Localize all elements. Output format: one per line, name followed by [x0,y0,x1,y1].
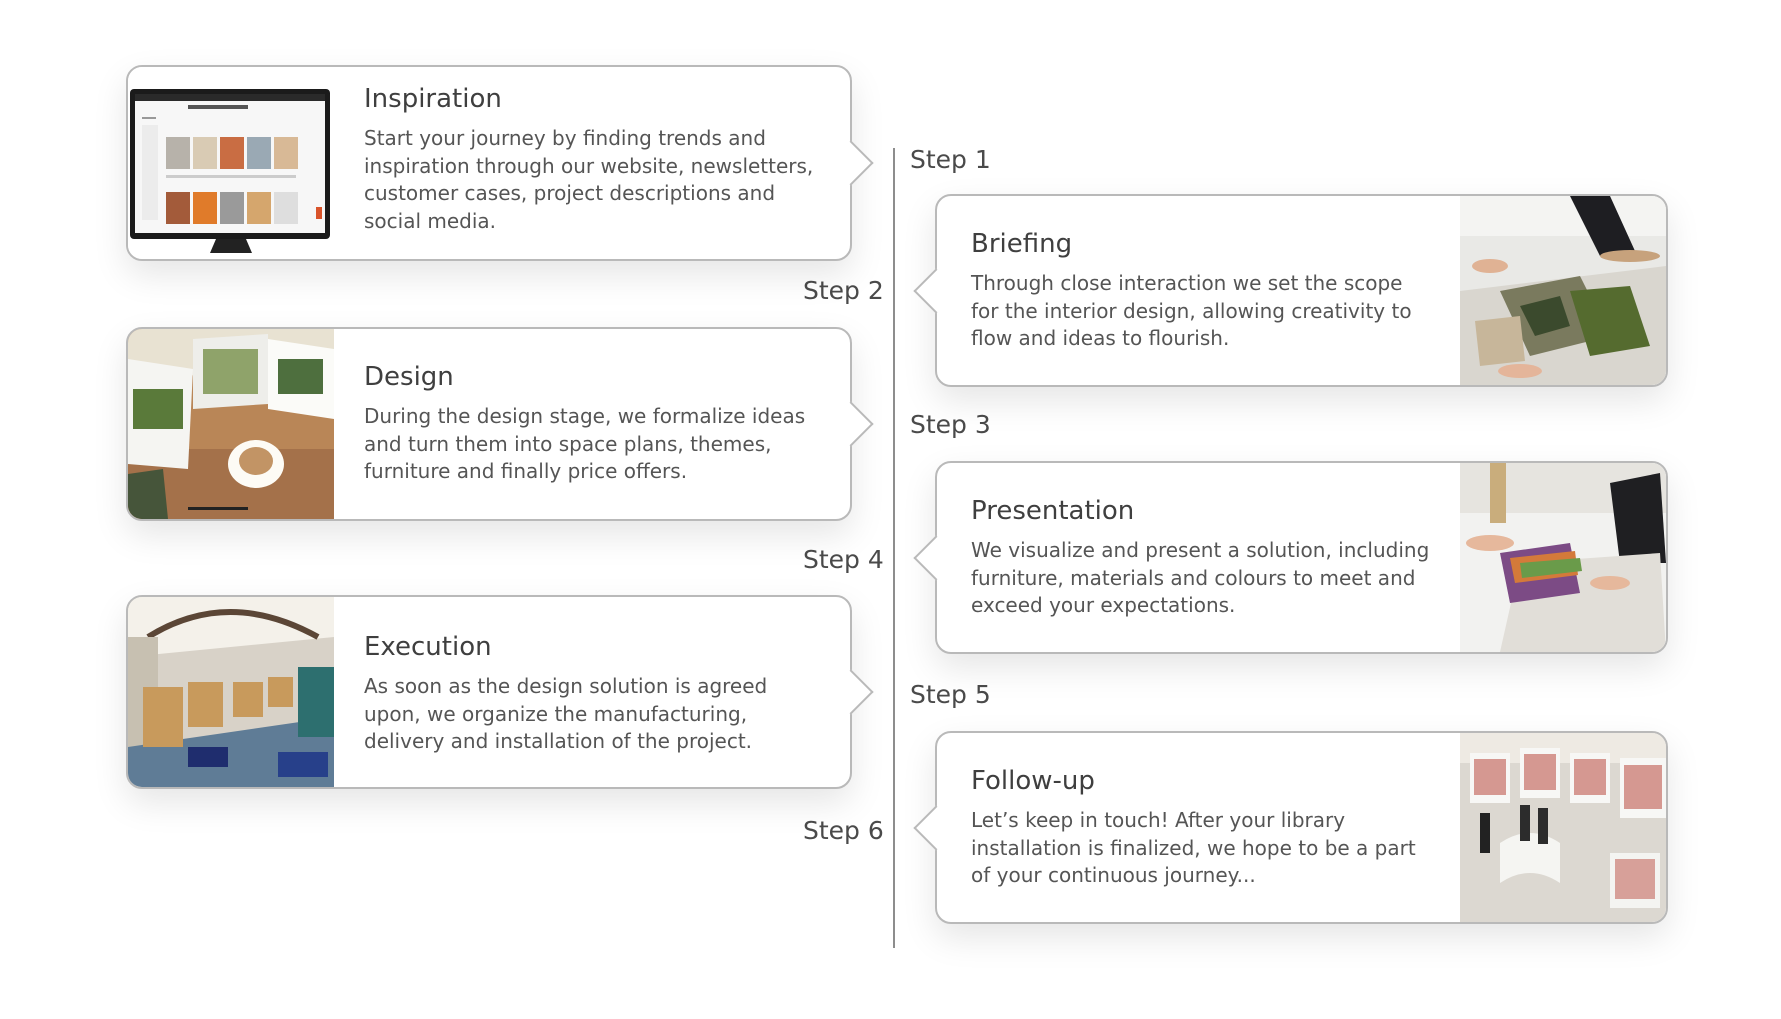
step-2-label: Step 2 [803,276,884,305]
execution-card [126,595,852,789]
followup-card [935,731,1668,924]
briefing-photo [1460,196,1666,385]
presentation-card-pointer [913,535,958,580]
presentation-card [935,461,1668,654]
briefing-description: Through close interaction we set the scope for the interior design, allowing creativity to flow and ideas to flourish. [971,271,1412,350]
briefing-card-pointer [913,268,958,313]
execution-description: As soon as the design solution is agreed upon, we organize the manufacturing, delivery and installation of the project. [364,674,768,753]
step-1-label: Step 1 [910,145,991,174]
design-card-text [364,329,826,519]
followup-description: Let’s keep in touch! After your library installation is finalized, we hope to be a part of your continuous journey... [971,808,1416,887]
presentation-description: We visualize and present a solution, including furniture, materials and colours to meet and exceed your expectations. [971,538,1430,617]
execution-title: Execution [364,632,492,662]
execution-card-text [364,597,826,787]
followup-library-photo [1460,733,1666,922]
design-description: During the design stage, we formalize ideas and turn them into space plans, themes, furniture and finally price offers. [364,404,806,483]
briefing-card [935,194,1668,387]
step-6-label: Step 6 [803,816,884,845]
inspiration-card-text [364,67,826,259]
inspiration-title: Inspiration [364,84,502,114]
timeline-line [893,148,895,948]
followup-title: Follow-up [971,766,1095,796]
execution-library-photo [128,597,334,787]
inspiration-description: Start your journey by finding trends and inspiration through our website, newsletters, customer cases, project descriptions and social media. [364,126,814,233]
presentation-card-text [971,463,1436,652]
inspiration-card [126,65,852,261]
step-5-label: Step 5 [910,680,991,709]
inspiration-card-pointer [828,140,873,185]
execution-card-pointer [828,669,873,714]
design-title: Design [364,362,454,392]
design-card [126,327,852,521]
followup-card-pointer [913,805,958,850]
briefing-title: Briefing [971,229,1073,259]
step-3-label: Step 3 [910,410,991,439]
presentation-photo [1460,463,1666,652]
step-4-label: Step 4 [803,545,884,574]
briefing-card-text [971,196,1436,385]
presentation-title: Presentation [971,496,1135,526]
design-card-pointer [828,401,873,446]
followup-card-text [971,733,1436,922]
design-collage-image [128,329,334,519]
inspiration-monitor-image [128,67,334,259]
